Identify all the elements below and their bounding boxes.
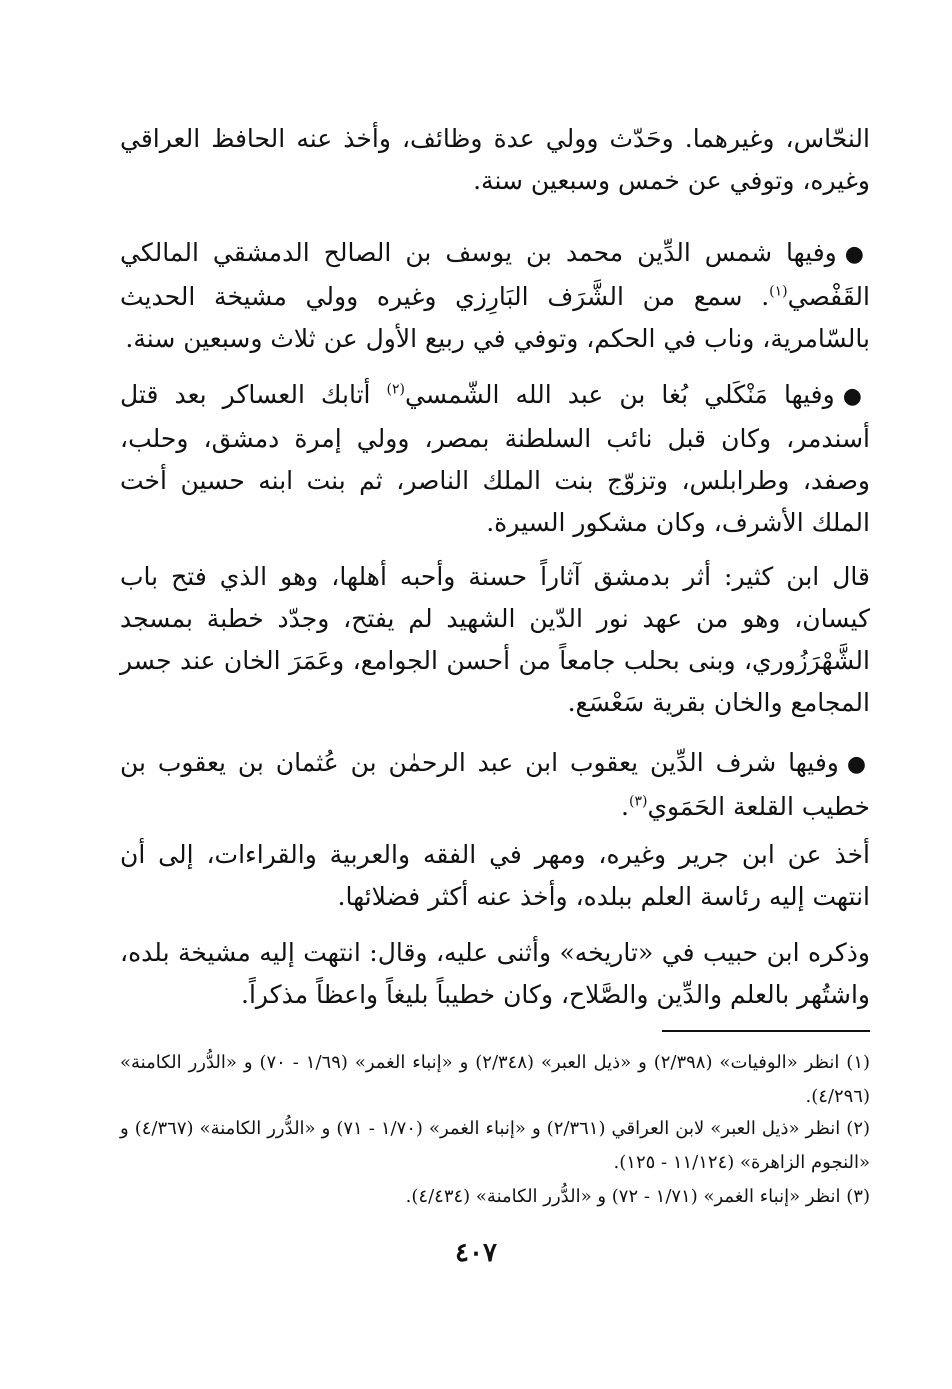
paragraph-ibn-kathir-text: قال ابن كثير: أثر بدمشق آثاراً حسنة وأحبه أهلها، وهو الذي فتح باب كيسان، وهو من عهد نور الدّين الشهيد لم يفتح، وجدّد خطبة بمسجد الشَّهْرَزُوري، وبنى بحلب جامعاً من أحسن الجوامع، وعَمَرَ الخان عند جسر المجامع والخان بقرية سَعْسَع. [120, 562, 870, 717]
paragraph-ibn-habib-text: وذكره ابن حبيب في «تاريخه» وأثنى عليه، وقال: انتهت إليه مشيخة بلده، واشتُهر بالعلم والدِّين والصَّلاح، وكان خطيباً بليغاً واعظاً مذكراً. [120, 938, 870, 1009]
entry-sharaf-al-din [120, 742, 870, 828]
bullet-icon: ● [844, 242, 870, 267]
entry-text-end: أتابك العساكر بعد قتل أسندمر، وكان قبل نائب السلطنة بمصر، وولي إمرة دمشق، وحلب، وصفد، وطرابلس، وتزوّج بنت الملك الناصر، ثم بنت ابنه حسين أخت الملك الأشرف، وكان مشكور السيرة. [120, 380, 870, 537]
footnote-ref-3[interactable]: (٣) [628, 793, 648, 810]
footnote-1: (١) انظر «الوفيات» (٢/٣٩٨) و «ذيل العبر» (٢/٣٤٨) و «إنباء الغمر» (١/٦٩ - ٧٠) و «الدُّرر الكامنة» (٤/٢٩٦). [120, 1052, 871, 1107]
page-number: ٤٠٧ [455, 1238, 497, 1268]
entry-text-start: وفيها مَنْكَلي بُغا بن عبد الله الشّمسي [404, 380, 835, 409]
paragraph-ibn-kathir [120, 556, 870, 724]
footnote-divider [662, 1030, 870, 1032]
footnote-3: (٣) انظر «إنباء الغمر» (١/٧١ - ٧٢) و «الدُّرر الكامنة» (٤/٤٣٤). [405, 1186, 870, 1207]
footnote-ref-2[interactable]: (٢) [386, 381, 405, 398]
entry-mankali-bugha [120, 374, 870, 544]
entry-text-start: وفيها شمس الدِّين محمد بن يوسف بن الصالح الدمشقي المالكي القَفْصي [120, 238, 870, 311]
paragraph-1-text: النحّاس، وغيرهما. وحَدّث وولي عدة وظائف، وأخذ عنه الحافظ العراقي وغيره، وتوفي عن خمس وسبعين سنة. [120, 124, 870, 195]
footnote-ref-1[interactable]: (١) [769, 283, 788, 300]
bullet-icon: ● [846, 752, 870, 777]
paragraph-1 [120, 118, 870, 202]
bullet-icon: ● [842, 384, 870, 409]
paragraph-ibn-habib [120, 932, 870, 1016]
entry-text-end: . سمع من الشَّرَف البَارِزي وغيره وولي مشيخة الحديث بالسّامرية، وناب في الحكم، وتوفي في ربيع الأول عن ثلاث وسبعين سنة. [120, 282, 870, 353]
footnote-2: (٢) انظر «ذيل العبر» لابن العراقي (٢/٣٦١) و «إنباء الغمر» (١/٧٠ - ٧١) و «الدُّرر الكامنة» (٤/٣٦٧) و «النجوم الزاهرة» (١١/١٢٤ - ١٢٥). [120, 1118, 871, 1173]
entry-shams-al-din [120, 232, 870, 360]
entry-text-start: وفيها شرف الدِّين يعقوب ابن عبد الرحمٰن بن عُثمان بن يعقوب بن خطيب القلعة الحَمَوي [120, 748, 870, 821]
entry-text-end: . [621, 792, 629, 821]
paragraph-akhadha [120, 834, 870, 918]
paragraph-akhadha-text: أخذ عن ابن جرير وغيره، ومهر في الفقه والعربية والقراءات، إلى أن انتهت إليه رئاسة العلم ببلده، وأخذ عنه أكثر فضلائها. [120, 840, 870, 911]
